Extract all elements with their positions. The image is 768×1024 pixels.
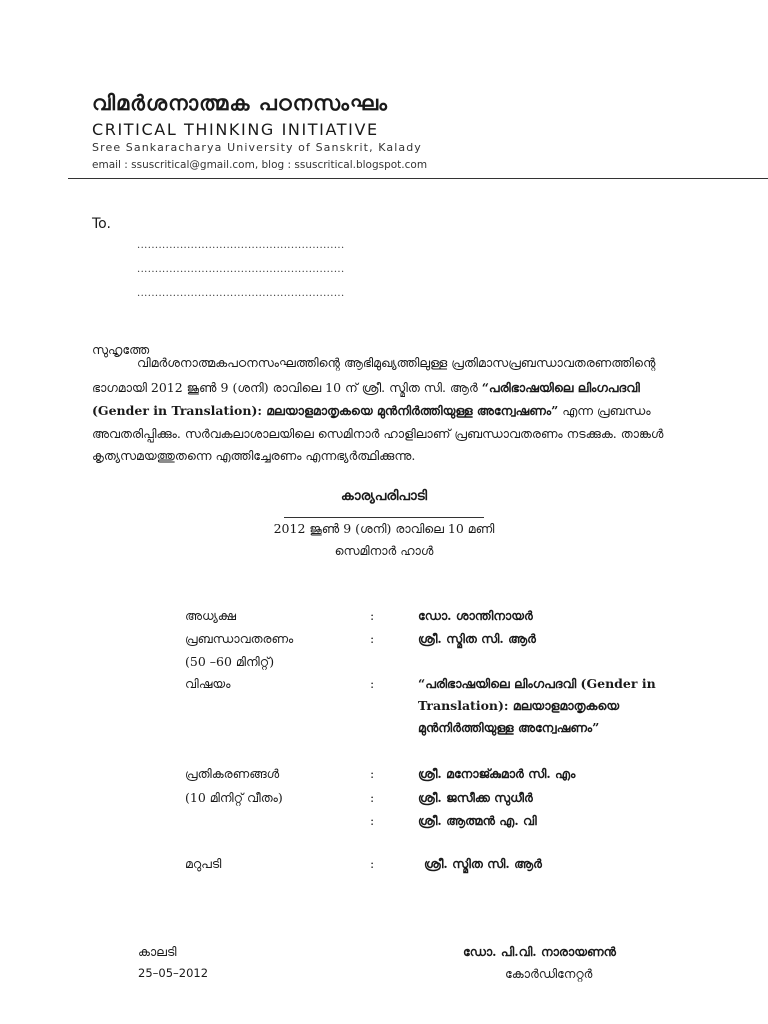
- letter-line-3-text: എന്ന പ്രബന്ധം: [558, 403, 651, 418]
- reply-label: മറുപടി: [185, 856, 222, 871]
- signatory-role: കോർഡിനേറ്റർ: [505, 966, 593, 981]
- topic-label: വിഷയം: [185, 676, 231, 691]
- topic-line-3: മുൻനിർത്തിയുള്ള അന്വേഷണം”: [418, 720, 600, 735]
- colon: :: [370, 676, 375, 691]
- respondent-3: ശ്രീ. ആത്മൻ എ. വി: [418, 813, 537, 828]
- header-divider: [68, 178, 768, 179]
- colon: :: [370, 608, 375, 623]
- programme-divider: [284, 517, 484, 518]
- responses-duration: (10 മിനിറ്റ് വീതം): [185, 790, 283, 805]
- presentation-label: പ്രബന്ധാവതരണം: [185, 631, 294, 646]
- address-line-2: ..........................................................: [137, 264, 345, 275]
- responses-label: പ്രതികരണങ്ങൾ: [185, 766, 280, 781]
- letter-line-2: [92, 380, 640, 396]
- contact-line: email : ssuscritical@gmail.com, blog : ssuscritical.blogspot.com: [92, 159, 428, 171]
- programme-datetime: 2012 ജൂൺ 9 (ശനി) രാവിലെ 10 മണി: [273, 521, 495, 536]
- letter-line-2-text: ഭാഗമായി 2012 ജൂൺ 9 (ശനി) രാവിലെ 10 ന് ശ്രീ. സ്മിത സി. ആർ: [92, 380, 482, 395]
- presentation-value: ശ്രീ. സ്മിത സി. ആർ: [418, 631, 536, 646]
- colon: :: [370, 856, 375, 871]
- colon: :: [370, 790, 375, 805]
- address-line-1: ..........................................................: [137, 240, 345, 251]
- address-line-3: ..........................................................: [137, 288, 345, 299]
- organisation-title-english: CRITICAL THINKING INITIATIVE: [92, 120, 379, 139]
- to-label: To.: [92, 216, 111, 232]
- respondent-2: ശ്രീ. ജസീക്ക സുധീർ: [418, 790, 533, 805]
- letter-line-2-title: “പരിഭാഷയിലെ ലിംഗപദവി: [481, 380, 640, 395]
- reply-value: ശ്രീ. സ്മിത സി. ആർ: [424, 856, 542, 871]
- letter-line-4: അവതരിപ്പിക്കും. സർവകലാശാലയിലെ സെമിനാർ ഹാളിലാണ് പ്രബന്ധാവതരണം നടക്കുക. താങ്കൾ: [92, 426, 664, 441]
- organisation-title-malayalam: വിമർശനാത്മക പഠനസംഘം: [92, 90, 388, 115]
- chair-value: ഡോ. ശാന്തിനായർ: [418, 608, 533, 623]
- salutation: സുഹൃത്തേ: [92, 342, 150, 357]
- presentation-duration: (50 –60 മിനിറ്റ്): [185, 654, 275, 669]
- letter-line-3-title: (Gender in Translation): മലയാളമാതൃകയെ മുൻനിർത്തിയുള്ള അന്വേഷണം”: [92, 403, 559, 418]
- footer-date: 25–05–2012: [138, 966, 209, 980]
- footer-place: കാലടി: [138, 944, 177, 959]
- letter-line-1: വിമർശനാത്മകപഠനസംഘത്തിന്റെ ആഭിമുഖ്യത്തിലുള്ള പ്രതിമാസപ്രബന്ധാവതരണത്തിന്റെ: [137, 355, 656, 370]
- colon: :: [370, 766, 375, 781]
- topic-line-2: Translation): മലയാളമാതൃകയെ: [418, 698, 620, 713]
- colon: :: [370, 813, 375, 828]
- programme-title: കാര്യപരിപാടി: [340, 488, 428, 504]
- respondent-1: ശ്രീ. മനോജ്കുമാർ സി. എം: [418, 766, 576, 781]
- programme-venue: സെമിനാർ ഹാൾ: [334, 543, 434, 558]
- topic-line-1: “പരിഭാഷയിലെ ലിംഗപദവി (Gender in: [418, 676, 656, 691]
- chair-label: അധ്യക്ഷ: [185, 608, 237, 623]
- colon: :: [370, 631, 375, 646]
- university-name: Sree Sankaracharya University of Sanskrit, Kalady: [92, 141, 422, 154]
- letter-line-5: കൃത്യസമയത്തുതന്നെ എത്തിച്ചേരണം എന്നഭ്യർത്ഥിക്കുന്നു.: [92, 448, 416, 463]
- letter-line-3: [92, 403, 651, 419]
- signatory-name: ഡോ. പി.വി. നാരായണൻ: [463, 944, 616, 959]
